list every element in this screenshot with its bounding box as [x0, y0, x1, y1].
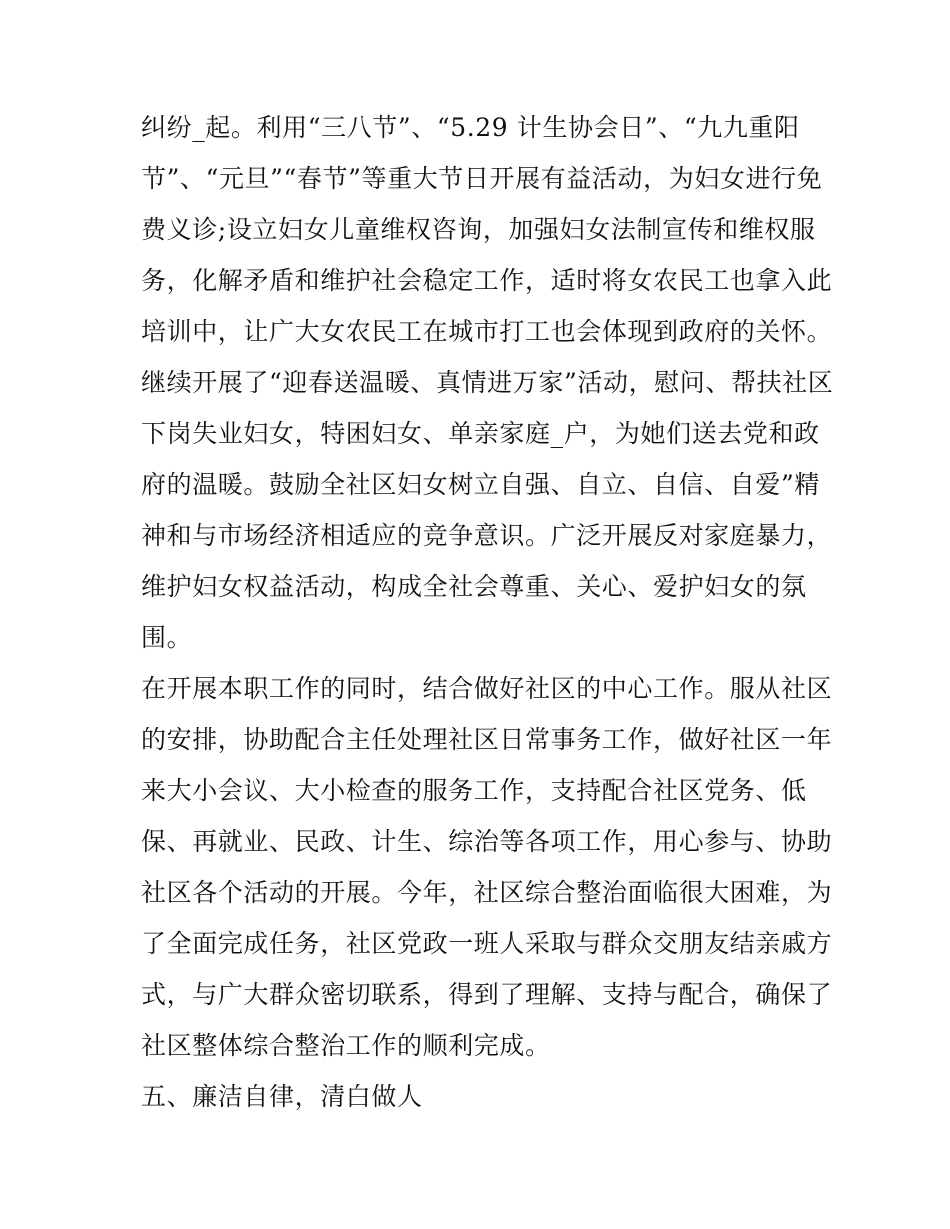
paragraph-line: 纠纷_起。利用“三八节”、“5.29 计生协会日”、“九九重阳	[141, 113, 800, 142]
paragraph-line: 社区整体综合整治工作的顺利完成。	[141, 1031, 551, 1060]
paragraph-line: 了全面完成任务，社区党政一班人采取与群众交朋友结亲戚方	[141, 929, 833, 958]
paragraph-line: 培训中，让广大女农民工在城市打工也会体现到政府的关怀。	[141, 317, 833, 346]
paragraph-line: 保、再就业、民政、计生、综治等各项工作，用心参与、协助	[141, 827, 833, 856]
paragraph-line: 来大小会议、大小检查的服务工作，支持配合社区党务、低	[141, 776, 807, 805]
paragraph-line: 务，化解矛盾和维护社会稳定工作，适时将女农民工也拿入此	[141, 266, 833, 295]
paragraph-line: 社区各个活动的开展。今年，社区综合整治面临很大困难，为	[141, 878, 833, 907]
paragraph-line: 围。	[141, 623, 193, 652]
paragraph-line: 费义诊;设立妇女儿童维权咨询，加强妇女法制宣传和维权服	[141, 215, 816, 244]
paragraph-line: 神和与市场经济相适应的竞争意识。广泛开展反对家庭暴力，	[141, 521, 833, 550]
paragraph-line: 在开展本职工作的同时，结合做好社区的中心工作。服从社区	[141, 674, 833, 703]
paragraph-line: 的安排，协助配合主任处理社区日常事务工作，做好社区一年	[141, 725, 833, 754]
section-heading: 五、廉洁自律，清白做人	[141, 1082, 423, 1111]
paragraph-line: 节”、“元旦”“春节”等重大节日开展有益活动，为妇女进行免	[141, 164, 823, 193]
paragraph-line: 继续开展了“迎春送温暖、真情进万家”活动，慰问、帮扶社区	[141, 368, 834, 397]
paragraph-line: 式，与广大群众密切联系，得到了理解、支持与配合，确保了	[141, 980, 833, 1009]
paragraph-line: 府的温暖。鼓励全社区妇女树立自强、自立、自信、自爱”精	[141, 470, 820, 499]
paragraph-line: 维护妇女权益活动，构成全社会尊重、关心、爱护妇女的氛	[141, 572, 807, 601]
paragraph-line: 下岗失业妇女，特困妇女、单亲家庭_户，为她们送去党和政	[141, 419, 820, 448]
